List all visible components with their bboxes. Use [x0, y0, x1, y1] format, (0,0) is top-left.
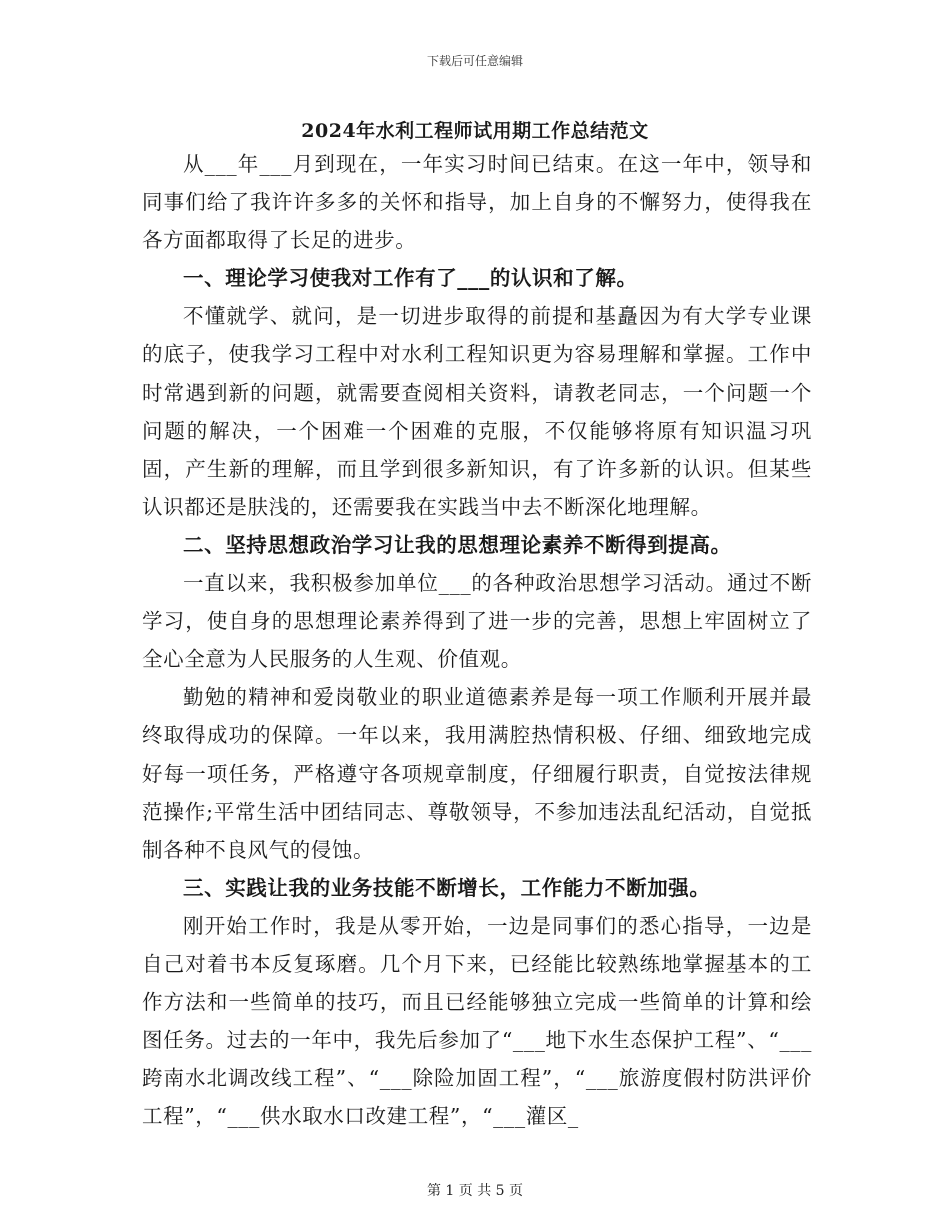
body-paragraph: 刚开始工作时，我是从零开始，一边是同事们的悉心指导，一边是自己对着书本反复琢磨。几个月下来，已经能比较熟练地掌握基本的工作方法和一些简单的技巧，而且已经能够独立完成一些简单的计算和绘图任务。过去的一年中，我先后参加了“___地下水生态保护工程”、“___跨南水北调改线工程”、“___除险加固工程”，“___旅游度假村防洪评价工程”，“___供水取水口改建工程”，“___灌区_	[142, 913, 812, 1129]
header-note: 下载后可任意编辑	[426, 54, 523, 68]
body-paragraph: 一直以来，我积极参加单位___的各种政治思想学习活动。通过不断学习，使自身的思想理论素养得到了进一步的完善，思想上牢固树立了全心全意为人民服务的人生观、价值观。	[142, 571, 812, 672]
page-number: 第 1 页 共 5 页	[426, 1183, 524, 1199]
section-heading-1: 一、理论学习使我对工作有了___的认识和了解。	[183, 266, 638, 291]
document-title: 2024年水利工程师试用期工作总结范文	[301, 120, 649, 142]
intro-paragraph: 从___年___月到现在，一年实习时间已结束。在这一年中，领导和同事们给了我许许多多的关怀和指导，加上自身的不懈努力，使得我在各方面都取得了长足的进步。	[142, 152, 812, 253]
section-heading-3: 三、实践让我的业务技能不断增长，工作能力不断加强。	[183, 875, 711, 900]
body-paragraph: 不懂就学、就问，是一切进步取得的前提和基矗因为有大学专业课的底子，使我学习工程中对水利工程知识更为容易理解和掌握。工作中时常遇到新的问题，就需要查阅相关资料，请教老同志，一个问题一个问题的解决，一个困难一个困难的克服，不仅能够将原有知识温习巩固，产生新的理解，而且学到很多新知识，有了许多新的认识。但某些认识都还是肤浅的，还需要我在实践当中去不断深化地理解。	[142, 304, 812, 519]
document-body	[142, 145, 812, 1135]
body-paragraph: 勤勉的精神和爱岗敬业的职业道德素养是每一项工作顺利开展并最终取得成功的保障。一年以来，我用满腔热情积极、仔细、细致地完成好每一项任务，严格遵守各项规章制度，仔细履行职责，自觉按法律规范操作;平常生活中团结同志、尊敬领导，不参加违法乱纪活动，自觉抵制各种不良风气的侵蚀。	[142, 685, 812, 862]
section-heading-2: 二、坚持思想政治学习让我的思想理论素养不断得到提高。	[183, 532, 732, 557]
